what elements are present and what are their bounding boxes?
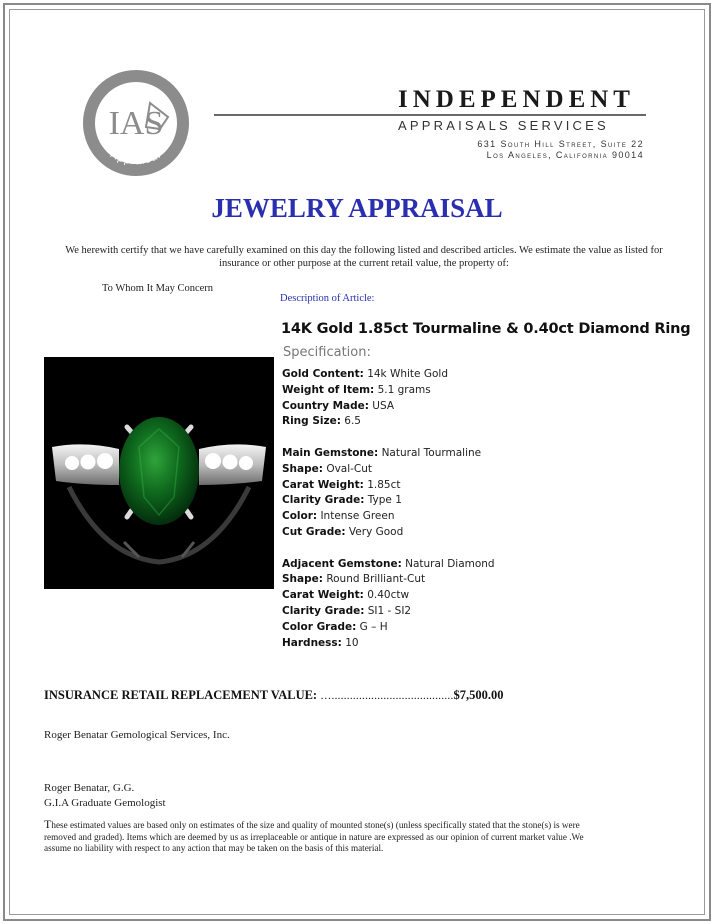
logo-letters: IAS bbox=[108, 105, 164, 142]
spec-row: Shape: Oval-Cut bbox=[282, 462, 373, 475]
spec-row: Clarity Grade: Type 1 bbox=[282, 494, 402, 507]
ring-photo bbox=[44, 357, 274, 589]
spec-row: Adjacent Gemstone: Natural Diamond bbox=[282, 557, 495, 570]
tourmaline-gem bbox=[119, 417, 199, 525]
insurance-value: $7,500.00 bbox=[453, 688, 504, 702]
spec-row: Weight of Item: 5.1 grams bbox=[282, 383, 431, 396]
signatory-title: G.I.A Graduate Gemologist bbox=[44, 797, 166, 809]
insurance-leader-dots: …........................................ bbox=[320, 690, 454, 702]
spec-row: Main Gemstone: Natural Tourmaline bbox=[282, 446, 482, 459]
spec-row: Color: Intense Green bbox=[282, 510, 395, 523]
spec-row: Ring Size: 6.5 bbox=[282, 415, 361, 428]
logo-ring-text: Appraisal bbox=[108, 149, 164, 168]
insurance-value-line bbox=[44, 688, 504, 703]
item-title: 14K Gold 1.85ct Tourmaline & 0.40ct Diamond Ring bbox=[281, 321, 691, 337]
spec-row: Cut Grade: Very Good bbox=[282, 525, 404, 538]
signatory-name: Roger Benatar, G.G. bbox=[44, 782, 135, 794]
spec-row: Shape: Round Brilliant-Cut bbox=[282, 573, 426, 586]
address-line-2: Los Angeles, California 90014 bbox=[486, 150, 644, 160]
certification-text: We herewith certify that we have carefully examined on this day the following listed and described articles. We estimate the value as listed for insurance or other purpose at the current retail value, the property of: bbox=[65, 245, 663, 269]
disclaimer bbox=[44, 819, 584, 855]
description-label: Description of Article: bbox=[280, 293, 375, 304]
recipient: To Whom It May Concern bbox=[102, 283, 214, 294]
ias-logo bbox=[80, 67, 192, 179]
document-title: JEWELRY APPRAISAL bbox=[211, 193, 503, 223]
disclaimer-text: hese estimated values are based only on estimates of the size and quality of mounted stone(s) (unless specifically stated that the stone(s) is were removed and graded). Items which are deemed by us as irreplaceable or antique in nature are expressed as our opinion of current market value .We assume no liability with respect to any action that may be taken on the basis of this material. bbox=[44, 820, 584, 853]
spec-row: Carat Weight: 1.85ct bbox=[282, 478, 401, 491]
disclaimer-initial: T bbox=[44, 817, 52, 831]
company-subtitle: APPRAISALS SERVICES bbox=[398, 118, 609, 133]
spec-row: Country Made: USA bbox=[282, 399, 395, 412]
company-name: INDEPENDENT bbox=[398, 86, 635, 113]
issuer-company: Roger Benatar Gemological Services, Inc. bbox=[44, 729, 230, 741]
spec-row: Carat Weight: 0.40ctw bbox=[282, 589, 410, 602]
address-line-1: 631 South Hill Street, Suite 22 bbox=[477, 139, 644, 149]
spec-row: Hardness: 10 bbox=[282, 636, 359, 649]
spec-row: Clarity Grade: SI1 - SI2 bbox=[282, 604, 412, 617]
spec-row: Color Grade: G – H bbox=[282, 620, 388, 633]
insurance-label: INSURANCE RETAIL REPLACEMENT VALUE: bbox=[44, 688, 318, 702]
specification-label: Specification: bbox=[283, 345, 371, 360]
spec-row: Gold Content: 14k White Gold bbox=[282, 368, 448, 380]
header-divider bbox=[214, 114, 646, 116]
spec-list bbox=[282, 368, 495, 652]
